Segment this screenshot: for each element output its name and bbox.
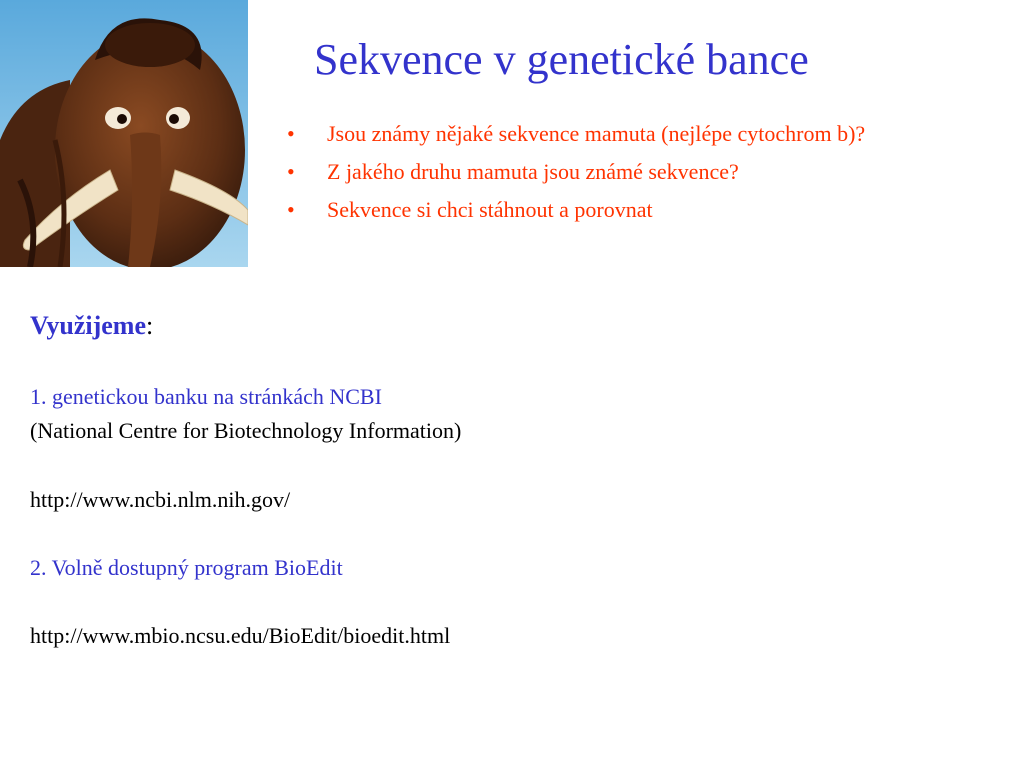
question-item	[284, 194, 924, 225]
resource-item-ncbi: 1. genetickou banku na stránkách NCBI	[30, 384, 382, 409]
bullet-icon: •	[287, 197, 295, 222]
bioedit-url-link[interactable]: http://www.mbio.ncsu.edu/BioEdit/bioedit.html	[30, 623, 451, 648]
bullet-icon: •	[287, 159, 295, 184]
ncbi-url-link[interactable]: http://www.ncbi.nlm.nih.gov/	[30, 487, 291, 512]
use-heading	[30, 311, 153, 341]
bullet-icon: •	[287, 121, 295, 146]
question-text: Z jakého druhu mamuta jsou známé sekvence?	[327, 159, 739, 184]
question-item	[284, 156, 924, 187]
mammoth-illustration	[0, 0, 248, 267]
mammoth-image	[0, 0, 248, 267]
question-item	[284, 118, 924, 149]
resource-item-bioedit: 2. Volně dostupný program BioEdit	[30, 555, 343, 580]
question-text: Jsou známy nějaké sekvence mamuta (nejlépe cytochrom b)?	[327, 121, 866, 146]
use-heading-colon: :	[146, 311, 154, 340]
slide-title: Sekvence v genetické bance	[314, 35, 809, 84]
question-list	[284, 118, 924, 232]
use-heading-label: Využijeme	[30, 311, 147, 340]
question-text: Sekvence si chci stáhnout a porovnat	[327, 197, 653, 222]
resource-item-ncbi-fullname: (National Centre for Biotechnology Information)	[30, 418, 462, 443]
